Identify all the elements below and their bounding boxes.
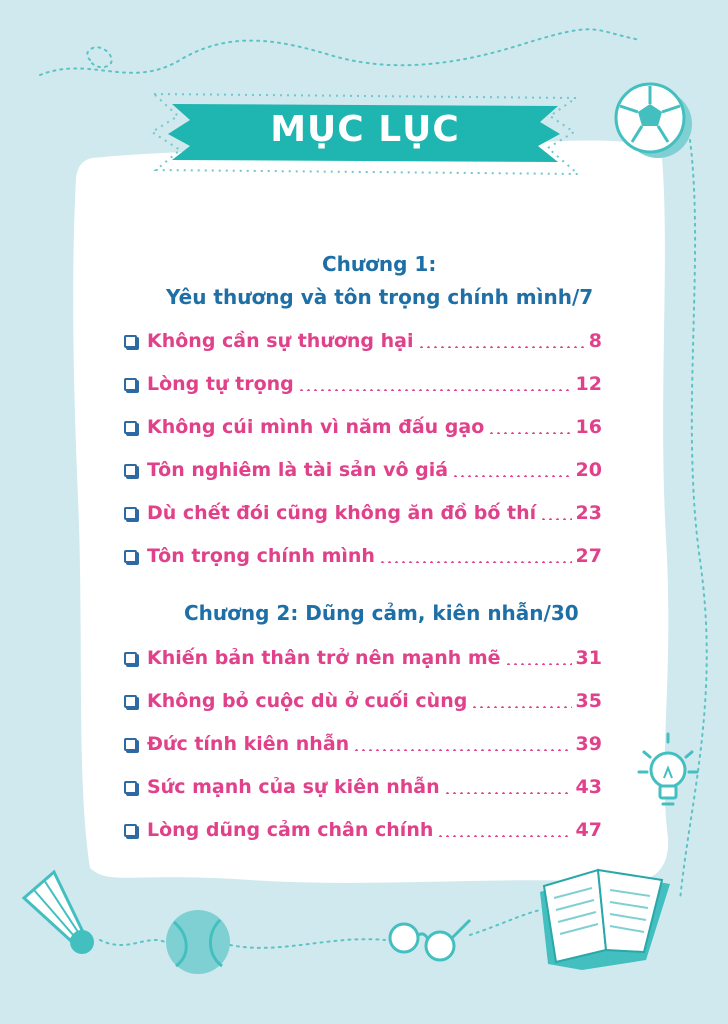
dot-leader <box>540 518 571 520</box>
checkbox-icon <box>124 781 137 794</box>
toc-entry-title: Không bỏ cuộc dù ở cuối cùng <box>147 690 468 712</box>
shuttlecock-icon <box>14 868 104 958</box>
dot-leader <box>471 706 571 708</box>
dot-leader <box>488 432 571 434</box>
ball-icon <box>160 906 236 978</box>
toc-entry-title: Khiến bản thân trở nên mạnh mẽ <box>147 647 501 669</box>
dot-leader <box>505 663 572 665</box>
dot-leader <box>444 792 572 794</box>
toc-entry[interactable] <box>124 772 602 802</box>
chapter-1-heading-line1: Chương 1: <box>322 252 437 276</box>
toc-entry-title: Đức tính kiên nhẫn <box>147 733 350 755</box>
checkbox-icon <box>124 824 137 837</box>
toc-entry[interactable] <box>124 326 602 356</box>
toc-entry[interactable] <box>124 729 602 759</box>
toc-entry-page: 43 <box>575 776 602 798</box>
toc-entry[interactable] <box>124 455 602 485</box>
toc-entry-title: Lòng tự trọng <box>147 373 294 395</box>
dot-leader <box>437 835 571 837</box>
toc-entry-title: Dù chết đói cũng không ăn đồ bố thí <box>147 502 537 524</box>
glasses-icon <box>384 912 474 966</box>
toc-entry-page: 31 <box>575 647 602 669</box>
checkbox-icon <box>124 738 137 751</box>
page-title: MỤC LỤC <box>270 109 460 150</box>
toc-entry-page: 47 <box>575 819 602 841</box>
toc-entry-title: Sức mạnh của sự kiên nhẫn <box>147 776 440 798</box>
toc-entry-page: 35 <box>575 690 602 712</box>
toc-entry-page: 8 <box>588 330 602 352</box>
checkbox-icon <box>124 507 137 520</box>
checkbox-icon <box>124 378 137 391</box>
toc-entry-page: 20 <box>575 459 602 481</box>
dot-leader <box>353 749 571 751</box>
dot-leader <box>298 389 572 391</box>
toc-entry-title: Lòng dũng cảm chân chính <box>147 819 434 841</box>
toc-entry-page: 39 <box>575 733 602 755</box>
toc-entry[interactable] <box>124 412 602 442</box>
toc-entry[interactable] <box>124 498 602 528</box>
chapter-1-heading-line2: Yêu thương và tôn trọng chính mình/7 <box>166 285 594 309</box>
toc-entry[interactable] <box>124 643 602 673</box>
checkbox-icon <box>124 550 137 563</box>
toc-entry-page: 16 <box>575 416 602 438</box>
dot-leader <box>379 561 572 563</box>
checkbox-icon <box>124 695 137 708</box>
toc-entry-page: 12 <box>575 373 602 395</box>
checkbox-icon <box>124 652 137 665</box>
toc-entry-title: Tôn trọng chính mình <box>147 545 375 567</box>
toc-entry[interactable] <box>124 815 602 845</box>
chapter-2-heading: Chương 2: Dũng cảm, kiên nhẫn/30 <box>184 601 579 625</box>
toc-entry-title: Tôn nghiêm là tài sản vô giá <box>147 459 449 481</box>
toc-entry-title: Không cần sự thương hại <box>147 330 414 352</box>
checkbox-icon <box>124 464 137 477</box>
dot-leader <box>418 346 585 348</box>
checkbox-icon <box>124 335 137 348</box>
soccer-ball-icon <box>606 74 698 162</box>
open-book-icon <box>530 852 680 976</box>
checkbox-icon <box>124 421 137 434</box>
toc-entry[interactable] <box>124 541 602 571</box>
toc-entry-page: 23 <box>575 502 602 524</box>
toc-entry-title: Không cúi mình vì năm đấu gạo <box>147 416 485 438</box>
toc-entry[interactable] <box>124 369 602 399</box>
light-bulb-icon <box>636 730 700 814</box>
toc-entry[interactable] <box>124 686 602 716</box>
dot-leader <box>452 475 571 477</box>
toc-entry-page: 27 <box>575 545 602 567</box>
